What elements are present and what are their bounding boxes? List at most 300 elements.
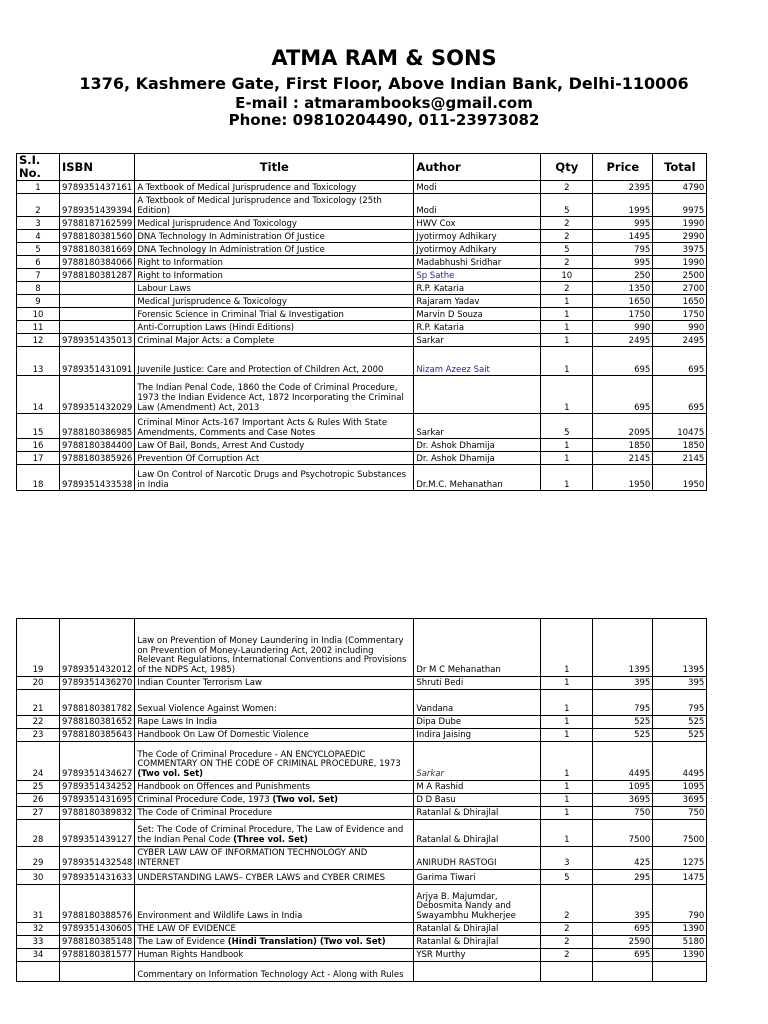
cell-price [593,295,653,308]
cell-isbn [60,347,135,376]
cell-price-text: 1650 [628,296,651,307]
cell-title [135,820,414,847]
cell-total [653,256,707,269]
cell-qty-text: 1 [564,322,570,333]
cell-serial-number [17,334,60,347]
cell-price [593,217,653,230]
cell-title [135,334,414,347]
col-header-total: Total [653,154,707,181]
cell-author-text: R.P. Kataria [416,322,465,333]
cell-author-text: YSR Murthy [416,950,466,961]
cell-isbn [60,282,135,295]
cell-price-text: 525 [634,730,651,741]
cell-price [593,962,653,982]
cell-title-text: Indian Counter Terrorism Law [137,678,262,689]
cell-total-text: 7500 [682,835,705,846]
cell-title [135,282,414,295]
cell-author-text: HWV Cox [416,218,456,229]
cell-author [414,729,541,742]
cell-qty-text: 1 [564,402,570,413]
cell-serial-number-text: 13 [32,364,44,375]
cell-price-text: 4495 [628,769,651,780]
table-row [17,962,707,982]
cell-title [135,269,414,282]
cell-isbn [60,308,135,321]
cell-isbn-text: 9788180381560 [62,231,133,242]
cell-qty [541,347,593,376]
cell-title [135,936,414,949]
cell-serial-number [17,729,60,742]
cell-title [135,230,414,243]
cell-total-text: 4790 [682,182,705,193]
cell-author [414,677,541,690]
cell-serial-number [17,308,60,321]
cell-author-text: Sarkar [416,427,444,438]
cell-price-text: 1995 [628,205,651,216]
cell-serial-number [17,295,60,308]
cell-qty [541,962,593,982]
cell-serial-number-text: 30 [32,873,44,884]
cell-serial-number [17,619,60,677]
cell-qty [541,414,593,439]
cell-price-text: 1395 [628,665,651,676]
cell-price [593,619,653,677]
cell-total-text: 525 [688,717,705,728]
cell-serial-number [17,885,60,923]
cell-price [593,347,653,376]
cell-qty-text: 2 [564,257,570,268]
cell-total-text: 1990 [682,257,705,268]
company-address: 1376, Kashmere Gate, First Floor, Above Indian Bank, Delhi-110006 [79,74,689,93]
cell-isbn [60,256,135,269]
cell-title-text: A Textbook of Medical Jurisprudence and Toxicology (25th Edition) [137,195,382,216]
cell-isbn [60,414,135,439]
cell-price-text: 1750 [628,309,651,320]
cell-qty [541,742,593,781]
cell-price [593,181,653,194]
cell-qty-text: 5 [564,244,570,255]
cell-title [135,256,414,269]
cell-title-text: Sexual Violence Against Women: [137,704,277,715]
cell-title [135,376,414,414]
cell-total [653,217,707,230]
cell-serial-number [17,452,60,465]
cell-price-text: 1850 [628,440,651,451]
cell-author-text: Shruti Bedi [416,678,464,689]
cell-title [135,181,414,194]
cell-qty [541,282,593,295]
table-row [17,452,707,465]
cell-total [653,729,707,742]
cell-qty-text: 1 [564,453,570,464]
book-list-table-page2 [16,618,707,982]
cell-serial-number-text: 12 [32,335,44,346]
cell-title-text: Set: The Code of Criminal Procedure, The Law of Evidence and the Indian Penal Code [137,825,404,846]
cell-serial-number-text: 28 [32,835,44,846]
cell-title-text: DNA Technology In Administration Of Justice [137,231,325,242]
cell-author [414,230,541,243]
cell-author [414,376,541,414]
cell-price [593,321,653,334]
cell-isbn-text: 9789351433538 [62,479,133,490]
cell-isbn-text: 9788180381782 [62,704,133,715]
cell-serial-number [17,230,60,243]
col-header-sno: S.I. No. [17,154,60,181]
cell-qty-text: 1 [564,309,570,320]
col-header-qty: Qty [541,154,593,181]
cell-author-text: ANIRUDH RASTOGI [416,858,497,869]
table-row [17,269,707,282]
cell-title-text: DNA Technology In Administration Of Justice [137,244,325,255]
table-row [17,295,707,308]
cell-price-text: 995 [634,257,651,268]
cell-serial-number [17,820,60,847]
cell-isbn-text: 9789351432012 [62,665,133,676]
cell-author [414,716,541,729]
cell-author-text: Modi [416,205,437,216]
table-row [17,923,707,936]
cell-total-text: 695 [688,364,705,375]
cell-isbn-text: 9789351434252 [62,782,133,793]
cell-qty [541,439,593,452]
cell-isbn-text: 9789351432548 [62,858,133,869]
cell-total-text: 2145 [682,453,705,464]
cell-price [593,256,653,269]
cell-total-text: 1395 [682,665,705,676]
cell-total-text: 990 [688,322,705,333]
cell-serial-number-text: 27 [32,808,44,819]
cell-price-text: 250 [634,270,651,281]
cell-isbn [60,269,135,282]
cell-qty-text: 1 [564,835,570,846]
cell-total [653,308,707,321]
cell-qty-text: 2 [564,911,570,922]
cell-price [593,936,653,949]
cell-total-text: 1095 [682,782,705,793]
cell-price-text: 795 [634,704,651,715]
cell-title [135,716,414,729]
cell-total-text: 1750 [682,309,705,320]
cell-total [653,194,707,217]
cell-total [653,465,707,491]
cell-qty-text: 1 [564,296,570,307]
cell-serial-number-text: 20 [32,678,44,689]
cell-title [135,962,414,982]
cell-author-text: Garima Tiwari [416,873,476,884]
cell-total [653,716,707,729]
cell-total-text: 795 [688,704,705,715]
cell-author [414,181,541,194]
cell-title [135,690,414,716]
cell-title-set-note: (Three vol. Set) [233,835,308,846]
cell-total [653,269,707,282]
cell-author-text: Ratanlal & Dhirajlal [416,924,499,935]
cell-isbn-text: 9789351439127 [62,835,133,846]
cell-isbn-text: 9789351432029 [62,402,133,413]
cell-author-text: Dipa Dube [416,717,462,728]
cell-serial-number-text: 21 [32,704,44,715]
cell-price-text: 425 [634,858,651,869]
cell-qty [541,729,593,742]
cell-serial-number [17,414,60,439]
table-row [17,243,707,256]
cell-serial-number-text: 29 [32,858,44,869]
cell-isbn [60,194,135,217]
table-row [17,807,707,820]
cell-qty [541,230,593,243]
table-row [17,742,707,781]
cell-qty [541,217,593,230]
cell-isbn [60,794,135,807]
cell-qty-text: 2 [564,218,570,229]
cell-total [653,794,707,807]
cell-isbn [60,677,135,690]
cell-price [593,729,653,742]
cell-price-text: 695 [634,924,651,935]
cell-price-text: 3695 [628,795,651,806]
cell-author [414,439,541,452]
cell-total [653,807,707,820]
cell-title-text: Criminal Minor Acts-167 Important Acts & Rules With State Amendments, Comments and Case Notes [137,417,388,438]
cell-qty [541,194,593,217]
cell-author [414,847,541,870]
company-email: E-mail : atmarambooks@gmail.com [235,94,533,112]
cell-total-text: 790 [688,911,705,922]
cell-serial-number-text: 11 [32,322,44,333]
cell-price [593,807,653,820]
cell-author-text: Nizam Azeez Sait [416,364,490,375]
cell-qty-text: 2 [564,937,570,948]
cell-price-text: 395 [634,911,651,922]
cell-author [414,217,541,230]
cell-total-text: 3695 [682,795,705,806]
cell-isbn [60,465,135,491]
cell-price [593,794,653,807]
cell-qty [541,781,593,794]
cell-serial-number-text: 15 [32,427,44,438]
cell-price [593,885,653,923]
cell-qty [541,794,593,807]
cell-author-text: Dr. Ashok Dhamija [416,440,495,451]
cell-total-text: 695 [688,402,705,413]
cell-serial-number [17,716,60,729]
cell-total-text: 1475 [682,873,705,884]
cell-title [135,308,414,321]
cell-serial-number [17,321,60,334]
cell-price [593,923,653,936]
cell-qty [541,181,593,194]
cell-total-text: 1390 [682,950,705,961]
cell-title-text: Right to Information [137,270,223,281]
cell-title-text: Commentary on Information Technology Act - Along with Rules [137,970,404,981]
cell-price [593,677,653,690]
cell-qty-text: 1 [564,782,570,793]
cell-author [414,269,541,282]
cell-serial-number-text: 32 [32,924,44,935]
cell-total [653,781,707,794]
cell-total-text: 1950 [682,479,705,490]
cell-qty-text: 2 [564,283,570,294]
cell-isbn [60,230,135,243]
cell-price [593,742,653,781]
cell-author [414,885,541,923]
cell-total [653,452,707,465]
cell-isbn [60,181,135,194]
table-row [17,194,707,217]
cell-author-text: Ratanlal & Dhirajlal [416,835,499,846]
cell-author [414,807,541,820]
cell-price [593,465,653,491]
table-row [17,936,707,949]
cell-qty-text: 2 [564,231,570,242]
col-header-price: Price [593,154,653,181]
table-row [17,781,707,794]
table-row [17,414,707,439]
cell-serial-number-text: 26 [32,795,44,806]
cell-price-text: 1950 [628,479,651,490]
cell-isbn [60,936,135,949]
cell-author [414,194,541,217]
cell-author [414,243,541,256]
cell-isbn [60,820,135,847]
cell-author [414,936,541,949]
cell-author [414,962,541,982]
cell-total [653,962,707,982]
cell-total-text: 9975 [682,205,705,216]
cell-isbn-text: 9788180388576 [62,911,133,922]
cell-total [653,885,707,923]
cell-qty [541,936,593,949]
cell-qty [541,465,593,491]
cell-title-text: Criminal Major Acts: a Complete [137,335,275,346]
cell-author [414,282,541,295]
cell-price-text: 395 [634,678,651,689]
cell-isbn [60,949,135,962]
cell-qty [541,885,593,923]
cell-serial-number [17,794,60,807]
table-row [17,465,707,491]
table-header-row [17,154,707,181]
cell-title [135,781,414,794]
cell-isbn [60,334,135,347]
cell-author-text: Dr.M.C. Mehanathan [416,479,503,490]
cell-isbn [60,807,135,820]
cell-title-text: Juvenile Justice: Care and Protection of Children Act, 2000 [137,364,384,375]
cell-serial-number-text: 16 [32,440,44,451]
cell-total-text: 2990 [682,231,705,242]
cell-qty-text: 1 [564,704,570,715]
cell-author-text: M A Rashid [416,782,464,793]
cell-price [593,230,653,243]
cell-price-text: 695 [634,950,651,961]
cell-total [653,414,707,439]
cell-price [593,308,653,321]
cell-serial-number [17,690,60,716]
cell-price [593,439,653,452]
cell-serial-number [17,962,60,982]
cell-title [135,321,414,334]
cell-author [414,949,541,962]
cell-serial-number-text: 23 [32,730,44,741]
cell-author-text: Dr. Ashok Dhamija [416,453,495,464]
cell-price-text: 995 [634,218,651,229]
cell-total [653,820,707,847]
cell-isbn [60,742,135,781]
cell-author-text: Madabhushi Sridhar [416,257,502,268]
cell-title [135,729,414,742]
cell-price-text: 2590 [628,937,651,948]
cell-price [593,452,653,465]
cell-title-text: CYBER LAW LAW OF INFORMATION TECHNOLOGY AND INTERNET [137,848,368,869]
cell-isbn [60,243,135,256]
cell-qty [541,256,593,269]
cell-serial-number [17,677,60,690]
cell-author-text: Jyotirmoy Adhikary [416,231,497,242]
table-row [17,716,707,729]
cell-author [414,781,541,794]
table-row [17,794,707,807]
cell-author [414,414,541,439]
cell-price [593,820,653,847]
cell-serial-number-text: 1 [35,182,41,193]
cell-price [593,870,653,885]
cell-qty-text: 2 [564,182,570,193]
cell-serial-number [17,936,60,949]
cell-title-text: Environment and Wildlife Laws in India [137,911,303,922]
cell-qty [541,716,593,729]
cell-title-text: Prevention Of Corruption Act [137,453,260,464]
table-row [17,217,707,230]
table-row [17,870,707,885]
cell-title [135,295,414,308]
cell-isbn [60,885,135,923]
cell-serial-number-text: 2 [35,205,41,216]
cell-title [135,847,414,870]
cell-author [414,256,541,269]
cell-price-text: 750 [634,808,651,819]
cell-total [653,870,707,885]
cell-serial-number-text: 33 [32,937,44,948]
cell-title-set-note: (Hindi Translation) (Two vol. Set) [227,937,386,948]
company-phone: Phone: 09810204490, 011-23973082 [228,111,540,129]
cell-price-text: 525 [634,717,651,728]
cell-isbn [60,962,135,982]
cell-isbn-text: 9789351431633 [62,873,133,884]
col-header-isbn: ISBN [60,154,135,181]
cell-isbn [60,452,135,465]
cell-total [653,347,707,376]
cell-serial-number-text: 19 [32,665,44,676]
col-header-author: Author [414,154,541,181]
cell-total-text: 2500 [682,270,705,281]
cell-author-text: Sarkar [416,769,445,780]
cell-title-text: UNDERSTANDING LAWS– CYBER LAWS and CYBER CRIMES [137,873,386,884]
cell-author [414,820,541,847]
cell-price [593,414,653,439]
table-row [17,677,707,690]
cell-serial-number-text: 7 [35,270,41,281]
cell-author-text: Sp Sathe [416,270,455,281]
cell-author-text: Modi [416,182,437,193]
cell-title [135,414,414,439]
cell-qty [541,243,593,256]
cell-qty [541,820,593,847]
cell-qty-text: 1 [564,440,570,451]
cell-isbn-text: 9788180381669 [62,244,133,255]
cell-isbn [60,716,135,729]
cell-price-text: 1095 [628,782,651,793]
cell-qty [541,677,593,690]
